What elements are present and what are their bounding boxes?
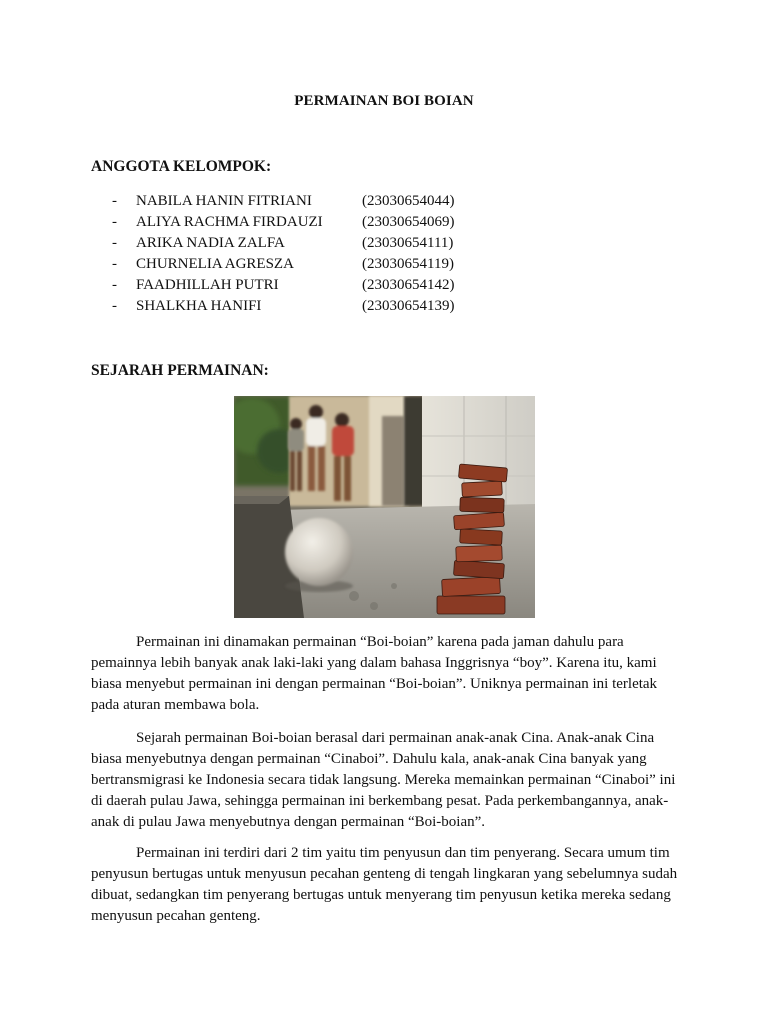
member-id: (23030654139) (362, 298, 455, 314)
member-id: (23030654044) (362, 193, 455, 209)
paragraph (91, 632, 681, 716)
paragraph (91, 728, 681, 833)
member-id: (23030654142) (362, 277, 455, 293)
list-bullet: - (112, 214, 117, 230)
member-item (112, 254, 455, 275)
member-name: SHALKHA HANIFI (136, 298, 262, 314)
member-item (112, 212, 455, 233)
history-heading: SEJARAH PERMAINAN: (91, 362, 269, 379)
members-heading: ANGGOTA KELOMPOK: (91, 158, 272, 175)
paragraph-text: Permainan ini terdiri dari 2 tim yaitu tim penyusun dan tim penyerang. Secara umum tim penyusun bertugas untuk menyusun pecahan genteng di tengah lingkaran yang sebelumnya sudah dibuat, sedangkan tim penyerang bertugas untuk menyerang tim penyusun ketika mereka sedang menyusun pecahan genteng. (91, 845, 678, 924)
paragraph (91, 843, 681, 927)
document-title: PERMAINAN BOI BOIAN (294, 93, 474, 109)
member-name: ALIYA RACHMA FIRDAUZI (136, 214, 323, 230)
member-name: ARIKA NADIA ZALFA (136, 235, 285, 251)
list-bullet: - (112, 256, 117, 272)
member-name: FAADHILLAH PUTRI (136, 277, 279, 293)
list-bullet: - (112, 235, 117, 251)
list-bullet: - (112, 193, 117, 209)
paragraph-text: Sejarah permainan Boi-boian berasal dari permainan anak-anak Cina. Anak-anak Cina biasa menyebutnya dengan permainan “Cinaboi”. Dahulu kala, anak-anak Cina banyak yang bertransmigrasi ke Indonesia secara tidak langsung. Mereka memainkan permainan “Cinaboi” ini di daerah pulau Jawa, sehingga permainan ini berkembang pesat. Pada perkembangannya, anak-anak di pulau Jawa menyebutnya dengan permainan “Boi-boian”. (91, 730, 676, 830)
member-id: (23030654069) (362, 214, 455, 230)
list-bullet: - (112, 277, 117, 293)
member-id: (23030654119) (362, 256, 454, 272)
members-list (112, 191, 455, 317)
paragraph-text: Permainan ini dinamakan permainan “Boi-boian” karena pada jaman dahulu para pemainnya lebih banyak anak laki-laki yang dalam bahasa Inggrisnya “boy”. Karena itu, kami biasa menyebut permainan ini dengan permainan “Boi-boian”. Uniknya permainan ini terletak pada aturan membawa bola. (91, 634, 658, 713)
member-name: NABILA HANIN FITRIANI (136, 193, 312, 209)
member-id: (23030654111) (362, 235, 454, 251)
list-bullet: - (112, 298, 117, 314)
member-item (112, 233, 455, 254)
member-item (112, 296, 455, 317)
boi-boian-photo (234, 396, 535, 618)
member-item (112, 275, 455, 296)
member-name: CHURNELIA AGRESZA (136, 256, 294, 272)
member-item (112, 191, 455, 212)
